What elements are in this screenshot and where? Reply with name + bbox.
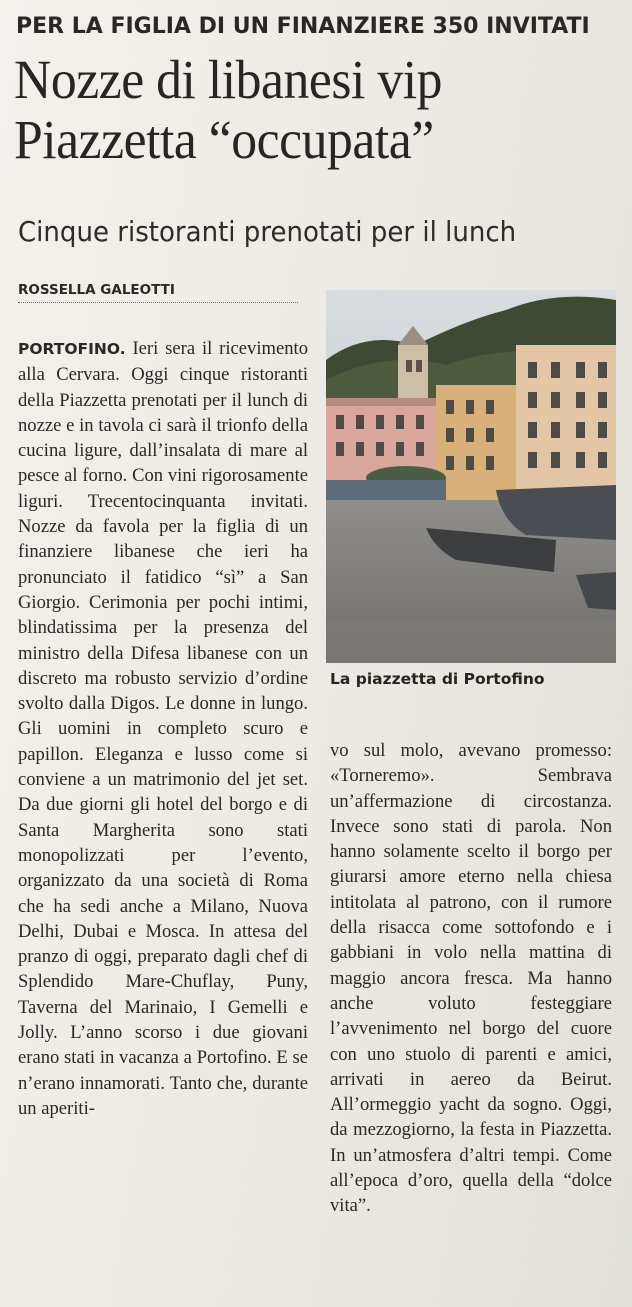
article-body-left-column: [18, 336, 308, 1121]
byline-divider: [18, 302, 298, 303]
portofino-piazzetta-photo-icon: [326, 290, 616, 663]
headline-line-2: Piazzetta “occupata”: [14, 109, 434, 170]
body-text-left: Ieri sera il ricevimento alla Cervara. Oggi cinque ristoranti della Piazzetta prenotati per il lunch di nozze e in tavola ci sarà il trionfo della cucina ligure, dall’insalata di mare al pesce al forno. Con vini rigorosamente liguri. Trecentocinquanta invitati. Nozze da favola per la figlia di un finanziere libanese che ieri ha pronunciato il fatidico “sì” a San Giorgio. Cerimonia per pochi intimi, blindatissima per la presenza del ministro della Difesa libanese con un discreto ma robusto servizio d’ordine svolto dalla Digos. Le donne in lungo. Gli uomini in completo scuro e papillon. Eleganza e lusso come si conviene a un matrimonio del jet set. Da due giorni gli hotel del borgo e di Santa Margherita sono stati monopolizzati per l’evento, organizzato da una società di Roma che ha sedi anche a Milano, Nuova Delhi, Dubai e Mosca. In attesa del pranzo di oggi, preparato dagli chef di Splendido Mare-Chuflay, Puny, Taverna del Marinaio, I Gemelli e Jolly. L’anno scorso i due giovani erano stati in vacanza a Portofino. E se n’erano innamorati. Tanto che, durante un aperiti-: [18, 338, 308, 1119]
photo-caption: La piazzetta di Portofino: [330, 670, 545, 688]
article-body-right-column: [330, 738, 612, 1219]
headline: [14, 50, 587, 170]
kicker: PER LA FIGLIA DI UN FINANZIERE 350 INVITATI: [16, 14, 590, 39]
body-text-right: vo sul molo, avevano promesso: «Torneremo». Sembrava un’affermazione di circostanza. Invece sono stati di parola. Non hanno solamente scelto il borgo per giurarsi amore eterno nella chiesa intitolata al patrono, con il rumore della risacca come sottofondo e i gabbiani in volo nella mattina di maggio ancora fresca. Ma hanno anche voluto festeggiare l’avvenimento nel borgo del cuore con uno stuolo di parenti e amici, arrivati in aereo da Beirut. All’ormeggio yacht da sogno. Oggi, da mezzogiorno, la festa in Piazzetta. In un’atmosfera d’altri tempi. Come all’epoca d’oro, quella della “dolce vita”.: [330, 740, 612, 1217]
byline: ROSSELLA GALEOTTI: [18, 282, 175, 298]
subheadline: Cinque ristoranti prenotati per il lunch: [18, 215, 517, 248]
headline-line-1: Nozze di libanesi vip: [14, 49, 443, 110]
dateline: PORTOFINO.: [18, 340, 126, 358]
portofino-photo: [326, 290, 616, 663]
